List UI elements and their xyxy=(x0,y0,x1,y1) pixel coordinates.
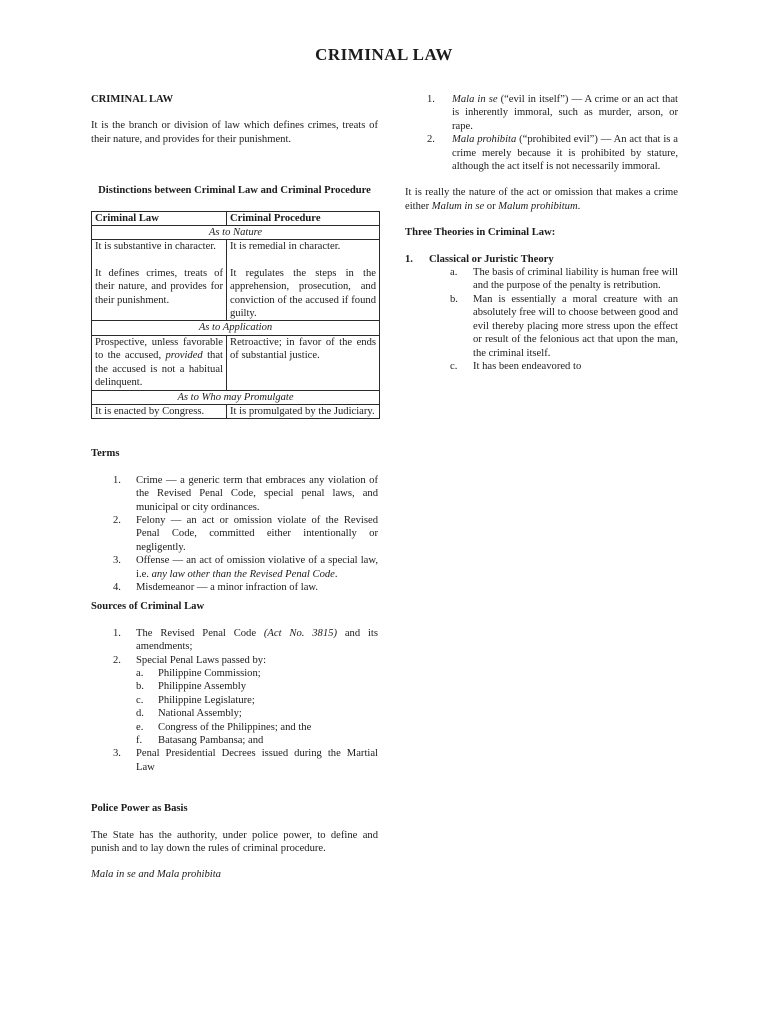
table-row xyxy=(92,240,380,321)
list-number: 1. xyxy=(113,627,121,639)
section-promulgate: As to Who may Promulgate xyxy=(92,390,380,404)
sublist-letter: a. xyxy=(136,668,144,679)
sublist-letter: f. xyxy=(136,735,143,747)
cell-text: Prospective, unless favorable to the accused, xyxy=(95,336,223,362)
list-item xyxy=(91,747,378,774)
list-number: 4. xyxy=(113,581,121,593)
criminal-law-definition: It is the branch or division of law which defines crimes, treats of their nature, and provides for their punishment. xyxy=(91,120,378,145)
terms-list xyxy=(91,474,378,595)
list-item xyxy=(91,627,378,654)
list-number: 2. xyxy=(427,134,435,146)
cell-text: It regulates the steps in the apprehension, prosecution, and conviction of the accused if found guilty. xyxy=(230,267,376,320)
list-text-italic: any law other than the Revised Penal Code xyxy=(151,568,335,580)
sublist-item xyxy=(405,293,678,360)
paragraph-text: . xyxy=(577,200,581,212)
sublist-text: National Assembly; xyxy=(158,708,242,720)
cell-text: It is substantive in character. xyxy=(95,241,216,253)
list-text: Felony — an act or omission violate of the Revised Penal Code, committed either intentionally or negligently. xyxy=(136,514,378,553)
table-header-row xyxy=(92,211,380,225)
sublist-item xyxy=(136,680,378,693)
theories-list xyxy=(405,253,678,266)
sublist-item xyxy=(136,694,378,707)
list-text: and its amendments; xyxy=(136,627,378,653)
nature-paragraph xyxy=(405,186,678,213)
list-number: 2. xyxy=(113,654,121,666)
list-text-italic: Mala in se xyxy=(452,94,498,105)
sublist-text: Man is essentially a moral creature with an absolutely free will to choose between good and evil thereby placing more stress upon the effect or result of the felonious act that upon the man, the criminal itself. xyxy=(473,293,678,359)
col-criminal-procedure: Criminal Procedure xyxy=(227,211,380,225)
cell-text-italic: provided xyxy=(165,350,203,362)
mala-heading xyxy=(91,868,378,881)
sublist-text: Batasang Pambansa; and xyxy=(158,735,264,747)
cell-text: It defines crimes, treats of their nature, and provides for their punishment. xyxy=(95,267,223,306)
list-text: Special Penal Laws passed by: xyxy=(136,654,267,666)
list-text: Offense — an act of omission violative of a special law, i.e. xyxy=(136,555,378,580)
sublist-letter: e. xyxy=(136,721,144,733)
sublist-item xyxy=(405,266,678,293)
paragraph-italic: Malum in se xyxy=(431,200,485,212)
table-row xyxy=(92,335,380,390)
list-text: Misdemeanor — a minor infraction of law. xyxy=(136,581,319,593)
sublist-text: It has been endeavored to xyxy=(473,360,582,372)
application-procedure-cell: Retroactive; in favor of the ends of substantial justice. xyxy=(227,335,380,390)
table-row xyxy=(92,404,380,418)
list-text: Crime — a generic term that embraces any violation of the Revised Penal Code, special penal laws, and municipal or city ordinances. xyxy=(136,474,378,513)
sublist-text: Congress of the Philippines; and the xyxy=(158,721,312,733)
sublist-text: Philippine Legislature; xyxy=(158,694,255,706)
sources-list xyxy=(91,627,378,774)
cell-text: It is remedial in character. xyxy=(230,241,341,253)
list-text: . xyxy=(334,568,338,580)
nature-law-cell xyxy=(92,240,227,321)
section-nature: As to Nature xyxy=(92,226,380,240)
sublist-letter: b. xyxy=(450,293,458,305)
page-title: CRIMINAL LAW xyxy=(315,45,453,64)
distinctions-table xyxy=(91,211,380,420)
sublist-letter: a. xyxy=(450,267,458,279)
sublist-item xyxy=(136,667,378,680)
mala-list xyxy=(405,93,678,173)
right-column xyxy=(405,93,678,373)
section-row xyxy=(92,226,380,240)
sublist-text: Philippine Assembly xyxy=(158,681,246,693)
list-number: 1. xyxy=(113,474,121,486)
list-item xyxy=(405,133,678,173)
sublist-item xyxy=(136,707,378,720)
police-power-heading: Police Power as Basis xyxy=(91,803,188,815)
col-criminal-law: Criminal Law xyxy=(92,211,227,225)
sublist-letter: c. xyxy=(136,694,144,706)
application-law-cell xyxy=(92,335,227,390)
sublist-letter: b. xyxy=(136,681,144,693)
list-item xyxy=(405,93,678,133)
list-text: Penal Presidential Decrees issued during the Martial Law xyxy=(136,748,378,773)
sublist-letter: c. xyxy=(450,360,458,372)
list-item xyxy=(91,654,378,748)
list-text-italic: (Act No. 3815) xyxy=(263,627,337,639)
nature-procedure-cell xyxy=(227,240,380,321)
list-number: 3. xyxy=(113,555,121,567)
theory-title: Classical or Juristic Theory xyxy=(429,253,554,265)
list-item xyxy=(91,581,378,594)
special-laws-sublist xyxy=(136,667,378,747)
criminal-law-heading: CRIMINAL LAW xyxy=(91,94,174,105)
list-text: (“evil in itself”) — A crime or an act that is inherently immoral, such as murder, arson, or rape. xyxy=(452,94,679,132)
sources-heading: Sources of Criminal Law xyxy=(91,601,205,613)
paragraph-text: or xyxy=(484,200,499,212)
mala-heading-text: Mala in se and Mala prohibita xyxy=(91,869,221,881)
theory-sublist xyxy=(405,266,678,373)
distinctions-title: Distinctions between Criminal Law and Criminal Procedure xyxy=(98,185,371,197)
list-item xyxy=(91,514,378,554)
section-row xyxy=(92,390,380,404)
list-text: (“prohibited evil”) — An act that is a crime merely because it is prohibited by stature, although the act itself is not necessarily immoral. xyxy=(452,134,678,173)
section-row xyxy=(92,321,380,335)
left-column xyxy=(91,93,378,882)
theory-item xyxy=(405,253,678,266)
paragraph-italic: Malum prohibitum xyxy=(498,200,578,212)
sublist-item xyxy=(136,721,378,734)
list-text-italic: Mala prohibita xyxy=(452,134,517,146)
sublist-text: The basis of criminal liability is human free will and the purpose of the penalty is retribution. xyxy=(473,267,678,292)
list-item xyxy=(91,474,378,514)
sublist-item xyxy=(136,734,378,747)
list-number: 3. xyxy=(113,748,121,760)
sublist-item xyxy=(405,360,678,373)
list-number: 2. xyxy=(113,514,121,526)
paragraph-text: It is really the nature of the act or omission that makes a crime either xyxy=(405,187,678,212)
theories-heading: Three Theories in Criminal Law: xyxy=(405,227,556,239)
sublist-text: Philippine Commission; xyxy=(158,668,261,679)
list-number: 1. xyxy=(405,253,413,265)
section-application: As to Application xyxy=(92,321,380,335)
list-text: The Revised Penal Code xyxy=(136,627,264,639)
police-power-text: The State has the authority, under police power, to define and punish and to lay down the rules of criminal procedure. xyxy=(91,829,378,855)
cell-text: that the accused is not a habitual delinquent. xyxy=(95,350,223,389)
list-number: 1. xyxy=(427,94,435,105)
terms-heading: Terms xyxy=(91,448,120,460)
list-item xyxy=(91,554,378,581)
promulgate-procedure-cell: It is promulgated by the Judiciary. xyxy=(227,404,380,418)
promulgate-law-cell: It is enacted by Congress. xyxy=(92,404,227,418)
sublist-letter: d. xyxy=(136,708,144,720)
